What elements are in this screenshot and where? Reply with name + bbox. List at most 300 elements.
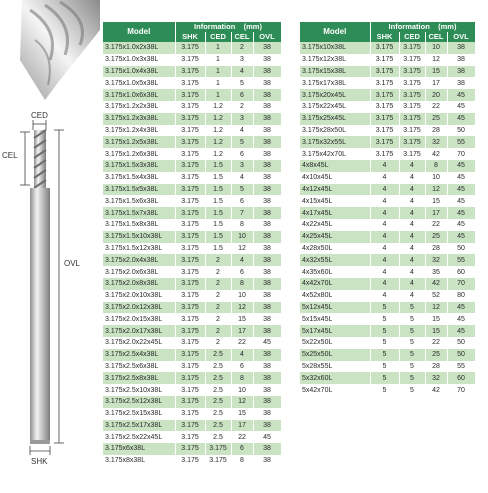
- cell-ovl: 50: [447, 337, 475, 349]
- cell-ced: 1: [205, 66, 231, 78]
- cell-ovl: 38: [253, 254, 281, 266]
- table-row: [300, 349, 475, 361]
- cell-ced: 5: [399, 313, 425, 325]
- cell-model: 3.175x2.5x17x38L: [103, 420, 175, 432]
- table-row: [103, 384, 281, 396]
- cell-cel: 20: [425, 89, 447, 101]
- header-cel: CEL: [425, 32, 447, 42]
- table-row: [300, 89, 475, 101]
- cell-shk: 4: [370, 254, 399, 266]
- cell-shk: 5: [370, 372, 399, 384]
- cell-shk: 3.175: [175, 266, 205, 278]
- cell-shk: 3.175: [175, 42, 205, 54]
- cell-shk: 3.175: [175, 125, 205, 137]
- cell-model: 3.175x2.5x6x38L: [103, 361, 175, 373]
- cell-cel: 22: [425, 219, 447, 231]
- cell-model: 5x15x45L: [300, 313, 370, 325]
- cell-cel: 8: [231, 278, 253, 290]
- cell-model: 3.175x1.5x12x38L: [103, 243, 175, 255]
- cell-ced: 4: [399, 195, 425, 207]
- table-row: [103, 278, 281, 290]
- cell-ovl: 80: [447, 290, 475, 302]
- cell-model: 3.175x1.2x6x38L: [103, 148, 175, 160]
- cell-ced: 1.2: [205, 113, 231, 125]
- cell-cel: 6: [231, 266, 253, 278]
- cell-ovl: 38: [253, 160, 281, 172]
- cell-ovl: 55: [447, 136, 475, 148]
- cell-shk: 5: [370, 313, 399, 325]
- ovl-label: OVL: [64, 259, 81, 268]
- header-information: Information (mm): [175, 22, 281, 32]
- cell-ced: 2.5: [205, 384, 231, 396]
- cell-ovl: 38: [253, 42, 281, 54]
- cell-model: 3.175x1.5x8x38L: [103, 219, 175, 231]
- cell-model: 3.175x1.5x5x38L: [103, 184, 175, 196]
- cell-ced: 5: [399, 302, 425, 314]
- cell-ced: 4: [399, 207, 425, 219]
- cell-model: 5x12x45L: [300, 302, 370, 314]
- cell-shk: 3.175: [175, 455, 205, 467]
- cell-model: 3.175x8x38L: [103, 455, 175, 467]
- cell-shk: 3.175: [175, 337, 205, 349]
- cell-cel: 42: [425, 148, 447, 160]
- cell-ovl: 50: [447, 349, 475, 361]
- cell-ced: 1: [205, 89, 231, 101]
- ovl-dimension: [54, 130, 81, 443]
- cell-shk: 3.175: [175, 313, 205, 325]
- cell-cel: 17: [231, 420, 253, 432]
- cell-ced: 3.175: [399, 101, 425, 113]
- cell-ovl: 38: [447, 77, 475, 89]
- cell-ovl: 38: [253, 420, 281, 432]
- cell-model: 3.175x1.2x3x38L: [103, 113, 175, 125]
- table-row: [103, 420, 281, 432]
- cell-cel: 22: [425, 101, 447, 113]
- table-row: [103, 349, 281, 361]
- table-row: [300, 195, 475, 207]
- cell-ced: 1.2: [205, 148, 231, 160]
- cell-shk: 5: [370, 384, 399, 396]
- cell-ced: 3.175: [205, 443, 231, 455]
- table-row: [103, 184, 281, 196]
- cell-shk: 3.175: [175, 278, 205, 290]
- cell-shk: 3.175: [175, 254, 205, 266]
- cell-cel: 15: [425, 313, 447, 325]
- cell-shk: 3.175: [175, 349, 205, 361]
- cell-shk: 3.175: [175, 148, 205, 160]
- cell-shk: 3.175: [175, 372, 205, 384]
- cell-ced: 5: [399, 361, 425, 373]
- table-row: [103, 266, 281, 278]
- header-shk: SHK: [370, 32, 399, 42]
- ced-label: CED: [31, 111, 48, 120]
- cell-ovl: 38: [447, 54, 475, 66]
- cell-ovl: 38: [253, 302, 281, 314]
- cell-ovl: 45: [447, 325, 475, 337]
- cell-model: 3.175x1.5x4x38L: [103, 172, 175, 184]
- cell-ovl: 38: [253, 266, 281, 278]
- cell-model: 3.175x1.0x4x38L: [103, 66, 175, 78]
- cell-ovl: 55: [447, 254, 475, 266]
- cell-ovl: 45: [447, 89, 475, 101]
- cell-ced: 5: [399, 349, 425, 361]
- cell-ovl: 38: [253, 77, 281, 89]
- table-row: [103, 302, 281, 314]
- cell-model: 3.175x2.5x8x38L: [103, 372, 175, 384]
- cell-shk: 3.175: [175, 431, 205, 443]
- table-row: [103, 372, 281, 384]
- cell-cel: 8: [231, 219, 253, 231]
- cell-ovl: 45: [447, 184, 475, 196]
- cell-ovl: 50: [447, 125, 475, 137]
- cell-shk: 3.175: [175, 172, 205, 184]
- cell-cel: 32: [425, 372, 447, 384]
- tool-closeup-image: [20, 0, 100, 100]
- cell-model: 4x32x55L: [300, 254, 370, 266]
- cell-cel: 35: [425, 266, 447, 278]
- cell-ovl: 70: [447, 278, 475, 290]
- table-row: [103, 195, 281, 207]
- header-model: Model: [300, 22, 370, 42]
- table-row: [300, 290, 475, 302]
- table-row: [103, 325, 281, 337]
- cell-cel: 15: [425, 325, 447, 337]
- cell-shk: 3.175: [175, 396, 205, 408]
- cell-ovl: 50: [447, 243, 475, 255]
- cell-shk: 3.175: [370, 148, 399, 160]
- cell-shk: 5: [370, 349, 399, 361]
- cell-cel: 12: [425, 54, 447, 66]
- cell-ovl: 45: [447, 231, 475, 243]
- cell-shk: 3.175: [175, 113, 205, 125]
- table-row: [103, 231, 281, 243]
- table-row: [300, 42, 475, 54]
- table-row: [300, 266, 475, 278]
- cell-ced: 2.5: [205, 361, 231, 373]
- cell-ovl: 45: [447, 195, 475, 207]
- table-row: [300, 160, 475, 172]
- cell-ovl: 70: [447, 148, 475, 160]
- cell-model: 4x15x45L: [300, 195, 370, 207]
- spec-table-left: [103, 22, 282, 467]
- cell-cel: 10: [425, 42, 447, 54]
- cell-ced: 2.5: [205, 420, 231, 432]
- cell-cel: 6: [231, 148, 253, 160]
- cell-shk: 4: [370, 243, 399, 255]
- cell-model: 5x17x45L: [300, 325, 370, 337]
- cell-shk: 4: [370, 219, 399, 231]
- cell-shk: 4: [370, 207, 399, 219]
- cell-ovl: 38: [253, 396, 281, 408]
- cell-ced: 2: [205, 325, 231, 337]
- cell-ced: 3.175: [399, 54, 425, 66]
- cell-shk: 3.175: [175, 136, 205, 148]
- cell-ovl: 60: [447, 372, 475, 384]
- cell-model: 3.175x2.0x6x38L: [103, 266, 175, 278]
- cell-cel: 6: [231, 195, 253, 207]
- table-row: [103, 243, 281, 255]
- cell-ced: 2.5: [205, 396, 231, 408]
- cell-model: 3.175x2.5x12x38L: [103, 396, 175, 408]
- cell-shk: 3.175: [175, 184, 205, 196]
- cell-cel: 25: [425, 231, 447, 243]
- cell-ovl: 38: [253, 384, 281, 396]
- cell-cel: 17: [425, 207, 447, 219]
- cell-shk: 3.175: [370, 101, 399, 113]
- cell-model: 4x42x70L: [300, 278, 370, 290]
- cell-model: 3.175x2.0x15x38L: [103, 313, 175, 325]
- table-row: [103, 207, 281, 219]
- cell-ced: 2: [205, 313, 231, 325]
- cell-shk: 3.175: [175, 66, 205, 78]
- table-row: [103, 101, 281, 113]
- cell-ovl: 38: [253, 148, 281, 160]
- cell-model: 3.175x1.0x5x38L: [103, 77, 175, 89]
- cell-ovl: 38: [253, 89, 281, 101]
- cell-ced: 1.5: [205, 195, 231, 207]
- cell-shk: 3.175: [175, 89, 205, 101]
- cell-ced: 3.175: [399, 125, 425, 137]
- cell-ovl: 38: [253, 313, 281, 325]
- table-row: [103, 66, 281, 78]
- table-row: [103, 42, 281, 54]
- cell-ced: 1.2: [205, 125, 231, 137]
- cell-ced: 1: [205, 42, 231, 54]
- cell-cel: 8: [231, 455, 253, 467]
- cell-shk: 4: [370, 195, 399, 207]
- cell-ced: 3.175: [399, 136, 425, 148]
- table-row: [300, 372, 475, 384]
- cell-ced: 3.175: [399, 113, 425, 125]
- cell-ced: 2.5: [205, 431, 231, 443]
- cell-cel: 12: [231, 302, 253, 314]
- cell-ced: 4: [399, 243, 425, 255]
- cell-ced: 3.175: [399, 89, 425, 101]
- table-row: [103, 172, 281, 184]
- cell-cel: 5: [231, 184, 253, 196]
- cell-ced: 3.175: [205, 455, 231, 467]
- cell-ovl: 38: [253, 207, 281, 219]
- cell-ced: 2: [205, 337, 231, 349]
- cell-model: 5x42x70L: [300, 384, 370, 396]
- cell-model: 5x25x50L: [300, 349, 370, 361]
- cell-model: 3.175x22x45L: [300, 101, 370, 113]
- cell-ovl: 38: [447, 66, 475, 78]
- cell-cel: 42: [425, 278, 447, 290]
- tool-illustration: [0, 0, 100, 488]
- cell-ced: 5: [399, 337, 425, 349]
- cell-shk: 3.175: [175, 195, 205, 207]
- cell-ovl: 70: [447, 384, 475, 396]
- cell-ced: 5: [399, 325, 425, 337]
- cell-shk: 3.175: [175, 325, 205, 337]
- cell-ovl: 38: [253, 113, 281, 125]
- cell-cel: 12: [425, 184, 447, 196]
- cell-shk: 3.175: [370, 42, 399, 54]
- cell-ced: 1.5: [205, 207, 231, 219]
- table-row: [103, 160, 281, 172]
- cell-model: 3.175x2.5x4x38L: [103, 349, 175, 361]
- cell-cel: 8: [425, 160, 447, 172]
- cell-ovl: 38: [253, 361, 281, 373]
- table-row: [300, 361, 475, 373]
- cell-ovl: 38: [253, 184, 281, 196]
- cell-ced: 2.5: [205, 408, 231, 420]
- cell-ovl: 38: [253, 219, 281, 231]
- cell-cel: 22: [425, 337, 447, 349]
- cell-model: 3.175x2.0x8x38L: [103, 278, 175, 290]
- cell-ced: 1.5: [205, 184, 231, 196]
- cell-shk: 3.175: [175, 302, 205, 314]
- cell-model: 3.175x1.5x7x38L: [103, 207, 175, 219]
- header-shk: SHK: [175, 32, 205, 42]
- table-row: [103, 54, 281, 66]
- table-row: [103, 219, 281, 231]
- table-row: [103, 396, 281, 408]
- header-ovl: OVL: [253, 32, 281, 42]
- cell-cel: 15: [231, 408, 253, 420]
- cell-model: 4x35x60L: [300, 266, 370, 278]
- table-row: [103, 431, 281, 443]
- cell-ced: 2: [205, 302, 231, 314]
- cell-model: 3.175x1.2x2x38L: [103, 101, 175, 113]
- cell-cel: 28: [425, 125, 447, 137]
- cell-model: 3.175x1.0x3x38L: [103, 54, 175, 66]
- cell-ced: 3.175: [399, 148, 425, 160]
- cell-shk: 5: [370, 361, 399, 373]
- cell-cel: 12: [231, 243, 253, 255]
- cell-ced: 1.5: [205, 160, 231, 172]
- cell-ovl: 45: [253, 337, 281, 349]
- table-row: [300, 125, 475, 137]
- cell-cel: 32: [425, 254, 447, 266]
- cell-model: 5x28x55L: [300, 361, 370, 373]
- cell-model: 3.175x10x38L: [300, 42, 370, 54]
- header-ovl: OVL: [447, 32, 475, 42]
- cell-ced: 1: [205, 54, 231, 66]
- cell-ovl: 38: [253, 66, 281, 78]
- cell-model: 3.175x2.0x17x38L: [103, 325, 175, 337]
- cell-cel: 4: [231, 254, 253, 266]
- cell-shk: 3.175: [370, 54, 399, 66]
- cell-ced: 4: [399, 172, 425, 184]
- cell-ovl: 38: [253, 349, 281, 361]
- cell-cel: 15: [231, 313, 253, 325]
- cell-model: 4x8x45L: [300, 160, 370, 172]
- cell-ovl: 38: [253, 325, 281, 337]
- cel-dimension: [2, 132, 30, 185]
- table-row: [300, 113, 475, 125]
- cell-model: 4x52x80L: [300, 290, 370, 302]
- cell-model: 4x22x45L: [300, 219, 370, 231]
- cell-ovl: 38: [253, 125, 281, 137]
- cell-cel: 10: [231, 290, 253, 302]
- cell-cel: 6: [231, 89, 253, 101]
- cell-cel: 10: [425, 172, 447, 184]
- cell-model: 3.175x28x50L: [300, 125, 370, 137]
- table-row: [300, 54, 475, 66]
- cell-ovl: 38: [253, 443, 281, 455]
- cell-model: 3.175x2.0x12x38L: [103, 302, 175, 314]
- cell-ovl: 45: [447, 172, 475, 184]
- cell-shk: 3.175: [370, 125, 399, 137]
- table-row: [103, 313, 281, 325]
- cell-ced: 4: [399, 160, 425, 172]
- table-row: [103, 337, 281, 349]
- table-row: [300, 278, 475, 290]
- cell-ced: 1.5: [205, 231, 231, 243]
- cell-ovl: 45: [253, 431, 281, 443]
- cell-cel: 6: [231, 443, 253, 455]
- cell-cel: 4: [231, 172, 253, 184]
- cell-shk: 3.175: [370, 113, 399, 125]
- table-row: [300, 243, 475, 255]
- cell-ced: 5: [399, 384, 425, 396]
- table-row: [300, 66, 475, 78]
- cell-model: 3.175x1.0x6x38L: [103, 89, 175, 101]
- table-row: [103, 290, 281, 302]
- table-row: [300, 313, 475, 325]
- table-row: [300, 77, 475, 89]
- cell-model: 3.175x1.0x2x38L: [103, 42, 175, 54]
- cell-ovl: 38: [253, 455, 281, 467]
- cell-model: 3.175x2.0x4x38L: [103, 254, 175, 266]
- cell-shk: 3.175: [175, 207, 205, 219]
- cell-shk: 4: [370, 290, 399, 302]
- cell-model: 4x25x45L: [300, 231, 370, 243]
- cell-cel: 3: [231, 54, 253, 66]
- cell-ced: 4: [399, 219, 425, 231]
- cell-cel: 7: [231, 207, 253, 219]
- cell-ovl: 45: [447, 302, 475, 314]
- table-row: [300, 136, 475, 148]
- cell-model: 4x10x45L: [300, 172, 370, 184]
- tool-body: [30, 130, 50, 444]
- cell-shk: 3.175: [370, 77, 399, 89]
- cell-shk: 5: [370, 325, 399, 337]
- cell-model: 3.175x2.0x10x38L: [103, 290, 175, 302]
- table-row: [300, 231, 475, 243]
- cell-ced: 1.5: [205, 172, 231, 184]
- ced-dimension: [31, 111, 48, 130]
- table-row: [300, 101, 475, 113]
- cell-shk: 3.175: [175, 101, 205, 113]
- cell-shk: 3.175: [175, 420, 205, 432]
- cell-model: 3.175x2.5x22x45L: [103, 431, 175, 443]
- cell-cel: 5: [231, 77, 253, 89]
- cel-label: CEL: [2, 151, 18, 160]
- cell-shk: 3.175: [175, 243, 205, 255]
- cell-model: 3.175x42x70L: [300, 148, 370, 160]
- cell-shk: 4: [370, 278, 399, 290]
- cell-model: 3.175x32x55L: [300, 136, 370, 148]
- table-row: [300, 384, 475, 396]
- table-row: [103, 443, 281, 455]
- cell-shk: 3.175: [370, 66, 399, 78]
- cell-cel: 2: [231, 42, 253, 54]
- cell-ced: 2: [205, 266, 231, 278]
- cell-shk: 3.175: [175, 290, 205, 302]
- cell-cel: 12: [425, 302, 447, 314]
- cell-cel: 4: [231, 66, 253, 78]
- cell-ced: 1: [205, 77, 231, 89]
- cell-ovl: 45: [447, 207, 475, 219]
- shk-dimension: [30, 446, 50, 466]
- header-ced: CED: [205, 32, 231, 42]
- cell-model: 3.175x2.0x22x45L: [103, 337, 175, 349]
- cell-ced: 3.175: [399, 77, 425, 89]
- cell-ovl: 38: [253, 231, 281, 243]
